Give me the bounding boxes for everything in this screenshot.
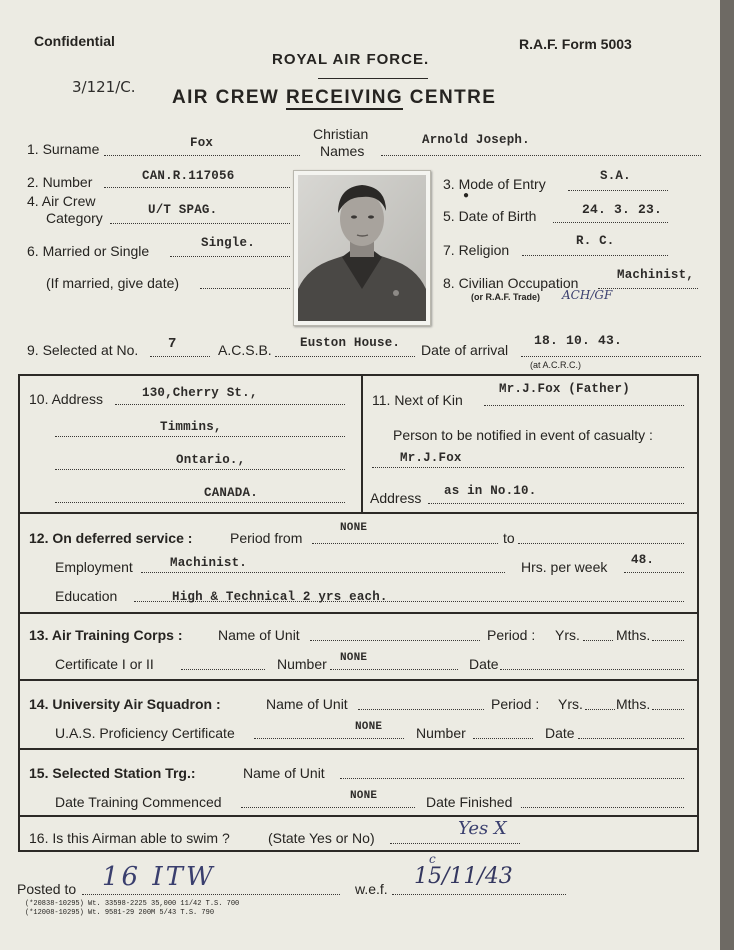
swim-answer: Yes X [458,818,507,839]
address-label: 10. Address [29,391,103,407]
arrival-label: Date of arrival [421,342,509,358]
occupation-label: 8. Civilian Occupation [443,275,579,291]
file-reference: 3/121/C. [72,78,136,96]
education-value: High & Technical 2 yrs each. [172,590,388,604]
hours-value: 48. [631,553,655,567]
education-label: Education [55,588,118,604]
occupation-value: Machinist, [617,268,695,282]
number-value: CAN.R.117056 [142,169,235,183]
wef-mark: c [429,852,436,866]
confidential-label: Confidential [34,33,115,49]
atc-number-value: NONE [340,652,368,664]
airman-photo [293,170,431,326]
occupation-note: (or R.A.F. Trade) [471,292,541,302]
married-label: 6. Married or Single [27,243,150,259]
surname-label: 1. Surname [27,141,100,157]
dob-value: 24. 3. 23. [582,202,663,217]
service-heading: ROYAL AIR FORCE. [272,51,430,68]
atc-date-label: Date [469,656,499,672]
station-label: 15. Selected Station Trg.: [29,765,196,781]
atc-yrs-label: Yrs. [555,627,580,643]
swim-label: 16. Is this Airman able to swim ? [29,830,230,846]
print-code-2: (*12008-10295) Wt. 9581-29 200M 5/43 T.S. 790 [25,909,215,917]
atc-unit-label: Name of Unit [218,627,300,643]
selected-label: 9. Selected at No. [27,342,139,358]
trade-code: ACH/GF [562,288,613,302]
uas-unit-label: Name of Unit [266,696,348,712]
christian-names-value: Arnold Joseph. [422,133,530,147]
address-line-4: CANADA. [204,486,258,500]
employment-value: Machinist. [170,556,248,570]
uas-cert-label: U.A.S. Proficiency Certificate [55,725,235,741]
acsb-place: Euston House. [300,336,401,350]
dob-marker: ● [463,190,470,201]
atc-label: 13. Air Training Corps : [29,627,183,643]
page-title [172,87,496,109]
religion-label: 7. Religion [443,242,510,258]
notify-address-label: Address [370,490,422,506]
form-number: R.A.F. Form 5003 [519,36,632,52]
married-note: (If married, give date) [46,275,180,291]
deferred-period-label: Period from [230,530,303,546]
religion-value: R. C. [576,234,615,248]
swim-note: (State Yes or No) [268,830,375,846]
uas-yrs-label: Yrs. [558,696,583,712]
mode-entry-label: 3. Mode of Entry [443,176,546,192]
address-line-2: Timmins, [160,420,222,434]
notify-address-value: as in No.10. [444,484,537,498]
commenced-value: NONE [350,790,378,802]
uas-date-label: Date [545,725,575,741]
atc-number-label: Number [277,656,327,672]
aircrew-label-1: 4. Air Crew [27,193,96,209]
deferred-period-from: NONE [340,522,368,534]
number-label: 2. Number [27,174,93,190]
arrival-date: 18. 10. 43. [534,333,623,348]
atc-period-label: Period : [487,627,536,643]
notify-label: Person to be notified in event of casualty : [393,427,653,443]
atc-cert-label: Certificate I or II [55,656,154,672]
print-code-1: (*20838-10295) Wt. 33598-2225 35,000 11/42 T.S. 700 [25,900,240,908]
atc-mths-label: Mths. [616,627,651,643]
uas-number-label: Number [416,725,466,741]
arrival-note: (at A.C.R.C.) [530,360,582,370]
uas-mths-label: Mths. [616,696,651,712]
station-unit-label: Name of Unit [243,765,325,781]
address-line-3: Ontario., [176,453,246,467]
uas-label: 14. University Air Squadron : [29,696,221,712]
deferred-to-label: to [503,530,515,546]
christian-names-label-2: Names [320,143,365,159]
dob-label: 5. Date of Birth [443,208,537,224]
wef-value: 15/11/43 [414,864,513,889]
address-line-1: 130,Cherry St., [142,386,258,400]
aircrew-label-2: Category [46,210,103,226]
portrait-image [294,171,430,325]
employment-label: Employment [55,559,133,575]
uas-period-label: Period : [491,696,540,712]
hours-label: Hrs. per week [521,559,608,575]
title-part-aircrew: AIR CREW [172,87,280,108]
aircrew-value: U/T SPAG. [148,203,218,217]
surname-value: Fox [190,136,214,150]
next-of-kin-value: Mr.J.Fox (Father) [499,382,630,396]
deferred-label: 12. On deferred service : [29,530,193,546]
married-value: Single. [201,236,255,250]
title-part-receiving: RECEIVING [285,87,404,108]
commenced-label: Date Training Commenced [55,794,222,810]
mode-entry-value: S.A. [600,169,631,183]
wef-label: w.e.f. [355,881,388,897]
posted-value: 16 ITW [102,862,216,892]
title-part-centre: CENTRE [409,87,497,108]
notify-value: Mr.J.Fox [400,451,462,465]
selected-number: 7 [168,336,177,352]
posted-label: Posted to [17,881,77,897]
next-of-kin-label: 11. Next of Kin [372,392,463,408]
uas-cert-value: NONE [355,721,383,733]
finished-label: Date Finished [426,794,513,810]
christian-names-label-1: Christian [313,126,369,142]
acsb-label: A.C.S.B. [218,342,272,358]
